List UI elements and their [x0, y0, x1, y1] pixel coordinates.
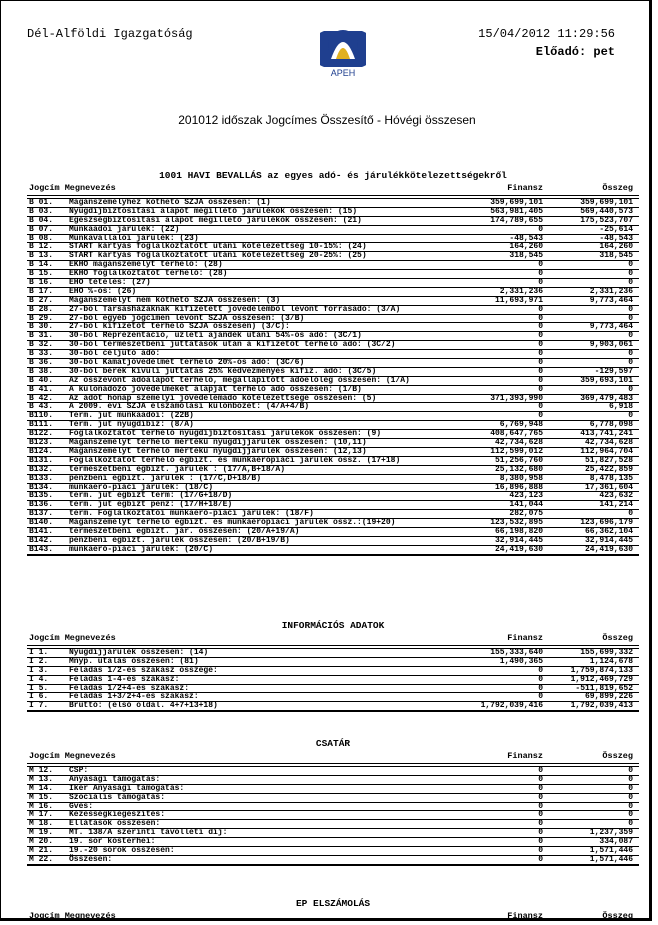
row-finance-value: 0 — [538, 224, 543, 234]
row-code: B110. — [29, 411, 54, 421]
section-title: EP ELSZÁMOLÁS — [295, 898, 371, 909]
row-finance-value: 282,075 — [509, 509, 543, 519]
row-finance-value: 0 — [538, 322, 543, 332]
row-total-value: 1,571,446 — [589, 846, 633, 856]
row-code: B 04. — [29, 215, 54, 225]
row-label: Munkaadói járulék: (22) — [69, 224, 180, 234]
row-label: 30-ból Kamatjövedelmet terhelő 20%-os adó: (3C/6) — [69, 358, 305, 368]
row-label: Bruttó: (első oldal. 4+7+13+18) — [69, 701, 218, 711]
row-finance-value: 408,647,765 — [490, 429, 543, 439]
row-total-value: 569,440,573 — [580, 206, 633, 216]
row-total-value: 24,419,630 — [584, 544, 633, 554]
row-finance-value: 123,532,895 — [490, 518, 543, 528]
row-code: B 14. — [29, 260, 54, 270]
row-total-value: 359,699,101 — [580, 198, 633, 207]
section-title: CSATÁR — [315, 738, 351, 749]
col-header-name: Jogcím Megnevezés — [29, 633, 116, 643]
row-finance-value: 155,333,640 — [490, 648, 543, 657]
section-title: INFORMÁCIÓS ADATOK — [281, 620, 385, 631]
row-code: I 4. — [29, 674, 49, 684]
row-label: Szociális támogatás: — [69, 792, 166, 802]
table-header — [27, 911, 639, 923]
row-total-value: 1,237,359 — [589, 828, 633, 838]
row-code: B133. — [29, 473, 54, 483]
row-finance-value: 8,380,958 — [499, 473, 543, 483]
row-finance-value: 16,896,888 — [494, 482, 543, 492]
row-code: B122. — [29, 429, 54, 439]
col-header-finance: Finansz — [507, 911, 543, 921]
table-body — [27, 199, 639, 556]
row-code: M 17. — [29, 810, 54, 820]
row-code: B 17. — [29, 286, 54, 296]
row-label: Egészségbiztosítási alapot megillető járulékok összesen: (21) — [69, 215, 362, 225]
row-finance-value: 1,490,365 — [499, 656, 543, 666]
row-code: M 22. — [29, 854, 54, 864]
row-finance-value: 0 — [538, 783, 543, 793]
row-code: B131. — [29, 455, 54, 465]
row-total-value: 423,632 — [599, 491, 633, 501]
row-total-value: 0 — [628, 801, 633, 811]
col-header-total: Összeg — [602, 633, 633, 643]
row-finance-value: 0 — [538, 402, 543, 412]
row-total-value: 334,087 — [599, 837, 633, 847]
row-finance-value: 0 — [538, 278, 543, 288]
row-finance-value: 0 — [538, 269, 543, 279]
row-finance-value: 0 — [538, 375, 543, 385]
row-total-value: 123,696,179 — [580, 518, 633, 528]
row-label: Mnyp. utalás összesen: (81) — [69, 656, 199, 666]
row-code: B135. — [29, 491, 54, 501]
row-code: M 12. — [29, 766, 54, 775]
row-finance-value: 0 — [538, 331, 543, 341]
row-finance-value: 2,331,236 — [499, 286, 543, 296]
row-total-value: 0 — [628, 384, 633, 394]
row-finance-value: 42,734,628 — [494, 438, 543, 448]
row-finance-value: 0 — [538, 846, 543, 856]
row-code: B111. — [29, 420, 54, 430]
row-label: Magánszemélyhez köthető SZJA összesen: (1) — [69, 198, 271, 207]
row-code: B 41. — [29, 384, 54, 394]
row-total-value: 32,914,445 — [584, 535, 633, 545]
row-label: Term. jut munkaadói: (22B) — [69, 411, 194, 421]
row-label: Foglalkoztatót terhelő nyugdíjbiztosítási járulékok összesen: (9) — [69, 429, 382, 439]
row-code: B 13. — [29, 251, 54, 261]
row-code: B 29. — [29, 313, 54, 323]
table-row — [27, 794, 639, 803]
row-label: START kártyás foglalkoztatott utáni kötelezettség 20-25%: (25) — [69, 251, 367, 261]
row-finance-value: 51,256,760 — [494, 455, 543, 465]
row-total-value: 164,260 — [599, 242, 633, 252]
organization-name: Dél-Alföldi Igazgatóság — [27, 27, 193, 41]
row-finance-value: 141,044 — [509, 500, 543, 510]
row-finance-value: 0 — [538, 349, 543, 359]
row-finance-value: 0 — [538, 837, 543, 847]
row-code: B 28. — [29, 304, 54, 314]
row-finance-value: 174,789,655 — [490, 215, 543, 225]
row-label: 30-ból céljutó adó: — [69, 349, 161, 359]
row-code: I 5. — [29, 683, 49, 693]
row-code: B 27. — [29, 295, 54, 305]
row-finance-value: 0 — [538, 774, 543, 784]
row-label: természetbeni egbizt. járulék : (17/A,B+18/A) — [69, 464, 286, 474]
report-title: 201012 időszak Jogcímes Összesítő - Hóvégi összesen — [178, 113, 476, 127]
row-finance-value: 359,699,101 — [490, 198, 543, 207]
row-code: B141. — [29, 526, 54, 536]
row-label: Összesen: — [69, 854, 113, 864]
row-code: M 18. — [29, 819, 54, 829]
row-finance-value: 0 — [538, 683, 543, 693]
row-finance-value: 0 — [538, 810, 543, 820]
row-label: Az ádót hónap személyi jövedelemadó kötelezettsége összesen: (5) — [69, 393, 377, 403]
row-code: I 2. — [29, 656, 49, 666]
row-total-value: 17,361,604 — [584, 482, 633, 492]
row-label: Nyugdíjjárulék összesen: (14) — [69, 648, 209, 657]
row-label: 30-ból bérek kívüli juttatás 25% kedvezményes kifiz. adó: (3C/5) — [69, 366, 377, 376]
row-total-value: 0 — [628, 278, 633, 288]
col-header-name: Jogcím Megnevezés — [29, 183, 116, 193]
row-total-value: 0 — [628, 411, 633, 421]
row-code: B 42. — [29, 393, 54, 403]
row-total-value: 25,422,859 — [584, 464, 633, 474]
svg-text:APEH: APEH — [330, 68, 356, 78]
row-finance-value: 0 — [538, 828, 543, 838]
col-header-total: Összeg — [602, 183, 633, 193]
row-finance-value: 0 — [538, 384, 543, 394]
row-label: Gves: — [69, 801, 94, 811]
row-total-value: 9,773,464 — [589, 295, 633, 305]
row-finance-value: 164,260 — [509, 242, 543, 252]
row-label: EHO tételes: (27) — [69, 278, 151, 288]
row-finance-value: 25,132,680 — [494, 464, 543, 474]
row-label: pénzbeni egbizt. járulék : (17/C,D+18/B) — [69, 473, 262, 483]
row-finance-value: 0 — [538, 340, 543, 350]
row-finance-value: 66,198,820 — [494, 526, 543, 536]
row-label: Anyasági támogatás: — [69, 774, 161, 784]
row-code: B 01. — [29, 198, 54, 207]
row-total-value: 0 — [628, 331, 633, 341]
row-finance-value: 0 — [538, 819, 543, 829]
row-code: B137. — [29, 509, 54, 519]
table-header — [27, 633, 639, 646]
table-body — [27, 767, 639, 866]
row-finance-value: 0 — [538, 313, 543, 323]
row-total-value: 0 — [628, 349, 633, 359]
row-total-value: 141,214 — [599, 500, 633, 510]
row-label: Foglalkoztatót terhelő egbizt. és munkaerőpiaci járulék össz. (17+18) — [69, 455, 401, 465]
row-code: B 07. — [29, 224, 54, 234]
row-total-value: 1,912,469,729 — [570, 674, 633, 684]
row-finance-value: 0 — [538, 674, 543, 684]
row-code: M 14. — [29, 783, 54, 793]
row-label: pénzbeni egbizt. járulék összesen: (20/B+19/B) — [69, 535, 290, 545]
row-total-value: 318,545 — [599, 251, 633, 261]
row-finance-value: 0 — [538, 366, 543, 376]
row-total-value: 175,523,707 — [580, 215, 633, 225]
row-label: Kezességkiegészítés: — [69, 810, 166, 820]
row-finance-value: -48,543 — [509, 233, 543, 243]
row-label: természetbeni egbizt. jár. összesen: (20/A+19/A) — [69, 526, 300, 536]
row-label: EHO %-os: (26) — [69, 286, 137, 296]
row-label: EKHO magánszemélyt terhelő: (28) — [69, 260, 223, 270]
row-total-value: 0 — [628, 313, 633, 323]
row-code: M 19. — [29, 828, 54, 838]
row-label: Magánszemélyt nem köthető SZJA összesen: (3) — [69, 295, 281, 305]
row-finance-value: 32,914,445 — [494, 535, 543, 545]
row-code: B 12. — [29, 242, 54, 252]
section-informacios — [27, 619, 639, 712]
row-total-value: 112,964,704 — [580, 446, 633, 456]
row-finance-value: 0 — [538, 665, 543, 675]
row-code: B 15. — [29, 269, 54, 279]
row-label: EKHO foglalkoztatót terhelő: (28) — [69, 269, 228, 279]
row-label: 30-ból Reprezentáció, üzleti ajándék utáni 54%-os adó: (3C/1) — [69, 331, 362, 341]
row-code: B 38. — [29, 366, 54, 376]
row-total-value: 359,693,101 — [580, 375, 633, 385]
row-finance-value: 0 — [538, 411, 543, 421]
row-finance-value: 0 — [538, 766, 543, 775]
row-finance-value: 112,599,012 — [490, 446, 543, 456]
row-total-value: 0 — [628, 774, 633, 784]
row-total-value: 1,571,446 — [589, 854, 633, 864]
row-total-value: 0 — [628, 304, 633, 314]
table-row — [27, 546, 639, 555]
row-code: B124. — [29, 446, 54, 456]
row-total-value: 155,699,332 — [580, 648, 633, 657]
table-header — [27, 751, 639, 764]
row-code: M 13. — [29, 774, 54, 784]
row-finance-value: 24,419,630 — [494, 544, 543, 554]
report-datetime: 15/04/2012 11:29:56 — [478, 27, 615, 41]
row-finance-value: 318,545 — [509, 251, 543, 261]
row-code: B142. — [29, 535, 54, 545]
table-row — [27, 702, 639, 711]
row-label: term. Foglalkoztatói munkaerő-piaci járulék: (18/F) — [69, 509, 314, 519]
row-label: 19.-20 sorok összesen: — [69, 846, 175, 856]
row-code: M 15. — [29, 792, 54, 802]
row-code: B 36. — [29, 358, 54, 368]
row-total-value: 8,478,135 — [589, 473, 633, 483]
section-csatar — [27, 737, 639, 866]
row-total-value: 1,759,874,133 — [570, 665, 633, 675]
row-code: B140. — [29, 518, 54, 528]
row-label: Ellátások összesen: — [69, 819, 161, 829]
row-finance-value: 423,123 — [509, 491, 543, 501]
col-header-finance: Finansz — [507, 751, 543, 761]
row-label: Feladás 1/2-es szakasz összege: — [69, 665, 218, 675]
row-total-value: 0 — [628, 509, 633, 519]
table-row — [27, 847, 639, 856]
row-finance-value: 0 — [538, 358, 543, 368]
row-label: Magánszemélyt terhelő mértékű nyugdíjjárulék összesen: (12,13) — [69, 446, 367, 456]
row-label: Term. jut nyugdíbiz: (8/A) — [69, 420, 194, 430]
row-code: B 33. — [29, 349, 54, 359]
row-code: B 03. — [29, 206, 54, 216]
row-total-value: 0 — [628, 810, 633, 820]
row-finance-value: 11,693,971 — [494, 295, 543, 305]
row-label: munkaerő-piaci járulék: (20/C) — [69, 544, 214, 554]
row-total-value: 369,479,483 — [580, 393, 633, 403]
col-header-finance: Finansz — [507, 183, 543, 193]
row-label: 27-ből egyéb jogcímen levont SZJA összesen: (3/B) — [69, 313, 305, 323]
row-finance-value: 0 — [538, 854, 543, 864]
row-total-value: 6,778,098 — [589, 420, 633, 430]
row-finance-value: 0 — [538, 792, 543, 802]
row-code: B 16. — [29, 278, 54, 288]
row-total-value: -25,614 — [599, 224, 633, 234]
row-code: B 08. — [29, 233, 54, 243]
row-total-value: 0 — [628, 792, 633, 802]
row-finance-value: 0 — [538, 304, 543, 314]
row-finance-value: 563,981,405 — [490, 206, 543, 216]
col-header-name: Jogcím Megnevezés — [29, 751, 116, 761]
row-total-value: -511,819,652 — [575, 683, 633, 693]
col-header-total: Összeg — [602, 751, 633, 761]
row-total-value: 6,918 — [608, 402, 633, 412]
row-total-value: 2,331,236 — [589, 286, 633, 296]
row-finance-value: 0 — [538, 260, 543, 270]
row-total-value: 51,827,528 — [584, 455, 633, 465]
row-label: CSP: — [69, 766, 89, 775]
row-label: Feladás 1/2+4-es szakasz: — [69, 683, 190, 693]
table-header — [27, 183, 639, 196]
row-total-value: 9,903,061 — [589, 340, 633, 350]
row-total-value: 0 — [628, 358, 633, 368]
row-label: Nyugdíjbiztosítási alapot megillető járulékok összesen: (15) — [69, 206, 358, 216]
row-code: B 32. — [29, 340, 54, 350]
row-code: I 6. — [29, 692, 49, 702]
row-label: A különadózó jövedelmeket alapját terhelő adó összesen: (1/B) — [69, 384, 362, 394]
row-code: B 31. — [29, 331, 54, 341]
col-header-total: Összeg — [602, 911, 633, 921]
row-code: B143. — [29, 544, 54, 554]
row-total-value: 0 — [628, 783, 633, 793]
row-label: term. jut egbizt penz: (17/H+18/E) — [69, 500, 233, 510]
row-label: Feladás 1+3/2+4-es szakasz: — [69, 692, 199, 702]
row-finance-value: 6,769,948 — [499, 420, 543, 430]
row-label: munkaerő-piaci járulék: (18/C) — [69, 482, 214, 492]
section-ep-elszamolas — [27, 897, 639, 923]
row-total-value: 413,741,241 — [580, 429, 633, 439]
presenter-line — [536, 45, 615, 59]
row-label: 30-ból természetbeni juttatások után a kifizetőt terhelő adó: (3C/2) — [69, 340, 396, 350]
row-code: M 21. — [29, 846, 54, 856]
table-body — [27, 649, 639, 712]
row-code: I 7. — [29, 701, 49, 711]
row-total-value: -48,543 — [599, 233, 633, 243]
row-code: M 20. — [29, 837, 54, 847]
row-total-value: 1,124,678 — [589, 656, 633, 666]
row-label: Magánszemélyt terhelő mértékű nyugdíjjárulék összesen: (10,11) — [69, 438, 367, 448]
section-title: 1001 HAVI BEVALLÁS az egyes adó- és járulékkötelezettségekről — [159, 170, 507, 181]
row-finance-value: 371,393,990 — [490, 393, 543, 403]
row-label: 27-ből kifizetőt terhelő SZJA összesen) (3/C): — [69, 322, 290, 332]
row-code: B134. — [29, 482, 54, 492]
col-header-name: Jogcím Megnevezés — [29, 911, 116, 921]
row-code: B123. — [29, 438, 54, 448]
row-total-value: 66,362,104 — [584, 526, 633, 536]
row-finance-value: 1,792,039,416 — [480, 701, 543, 711]
row-finance-value: 0 — [538, 801, 543, 811]
row-code: I 3. — [29, 665, 49, 675]
row-code: B136. — [29, 500, 54, 510]
row-total-value: 9,773,464 — [589, 322, 633, 332]
section-bevallas — [27, 169, 639, 556]
row-code: B 43. — [29, 402, 54, 412]
apeh-logo-icon — [320, 21, 366, 79]
row-code: B 30. — [29, 322, 54, 332]
row-code: M 16. — [29, 801, 54, 811]
row-label: 19. sor kösterhei: — [69, 837, 156, 847]
presenter-label: Előadó: — [535, 45, 587, 59]
row-total-value: -129,597 — [594, 366, 633, 376]
row-label: A 2009. évi SZJA elszámolási különbözet: (4/A+4/B) — [69, 402, 310, 412]
row-total-value: 0 — [628, 766, 633, 775]
row-finance-value: 0 — [538, 692, 543, 702]
row-total-value: 1,792,039,413 — [570, 701, 633, 711]
row-code: B 40. — [29, 375, 54, 385]
row-total-value: 0 — [628, 260, 633, 270]
row-code: I 1. — [29, 648, 49, 657]
col-header-finance: Finansz — [507, 633, 543, 643]
row-total-value: 0 — [628, 269, 633, 279]
table-row — [27, 856, 639, 865]
row-label: term. jut egbizt term: (17/G+18/D) — [69, 491, 233, 501]
row-code: B132. — [29, 464, 54, 474]
row-label: START kártyás foglalkoztatott utáni kötelezettség 10-15%: (24) — [69, 242, 367, 252]
row-label: Magánszemélyt terhelő egbizt. és munkaerőpiaci járulék össz.:(19+20) — [69, 518, 396, 528]
presenter-name: pet — [593, 45, 615, 59]
row-label: MT. 138/A szerinti távolléti díj: — [69, 828, 228, 838]
apeh-logo — [320, 21, 366, 79]
row-label: Az összevont adóalapot terhelő, megállapított adóelőleg összesen: (1/A) — [69, 375, 410, 385]
row-label: Munkavállalói járulék: (23) — [69, 233, 199, 243]
row-total-value: 0 — [628, 819, 633, 829]
row-label: 27-ből Társasházaknak kifizetett jövedelemből levont forrásadó: (3/A) — [69, 304, 401, 314]
row-total-value: 69,899,226 — [584, 692, 633, 702]
row-label: Feladás 1-4-es szakasz: — [69, 674, 180, 684]
row-label: Iker Anyasági támogatás: — [69, 783, 185, 793]
row-total-value: 42,734,628 — [584, 438, 633, 448]
